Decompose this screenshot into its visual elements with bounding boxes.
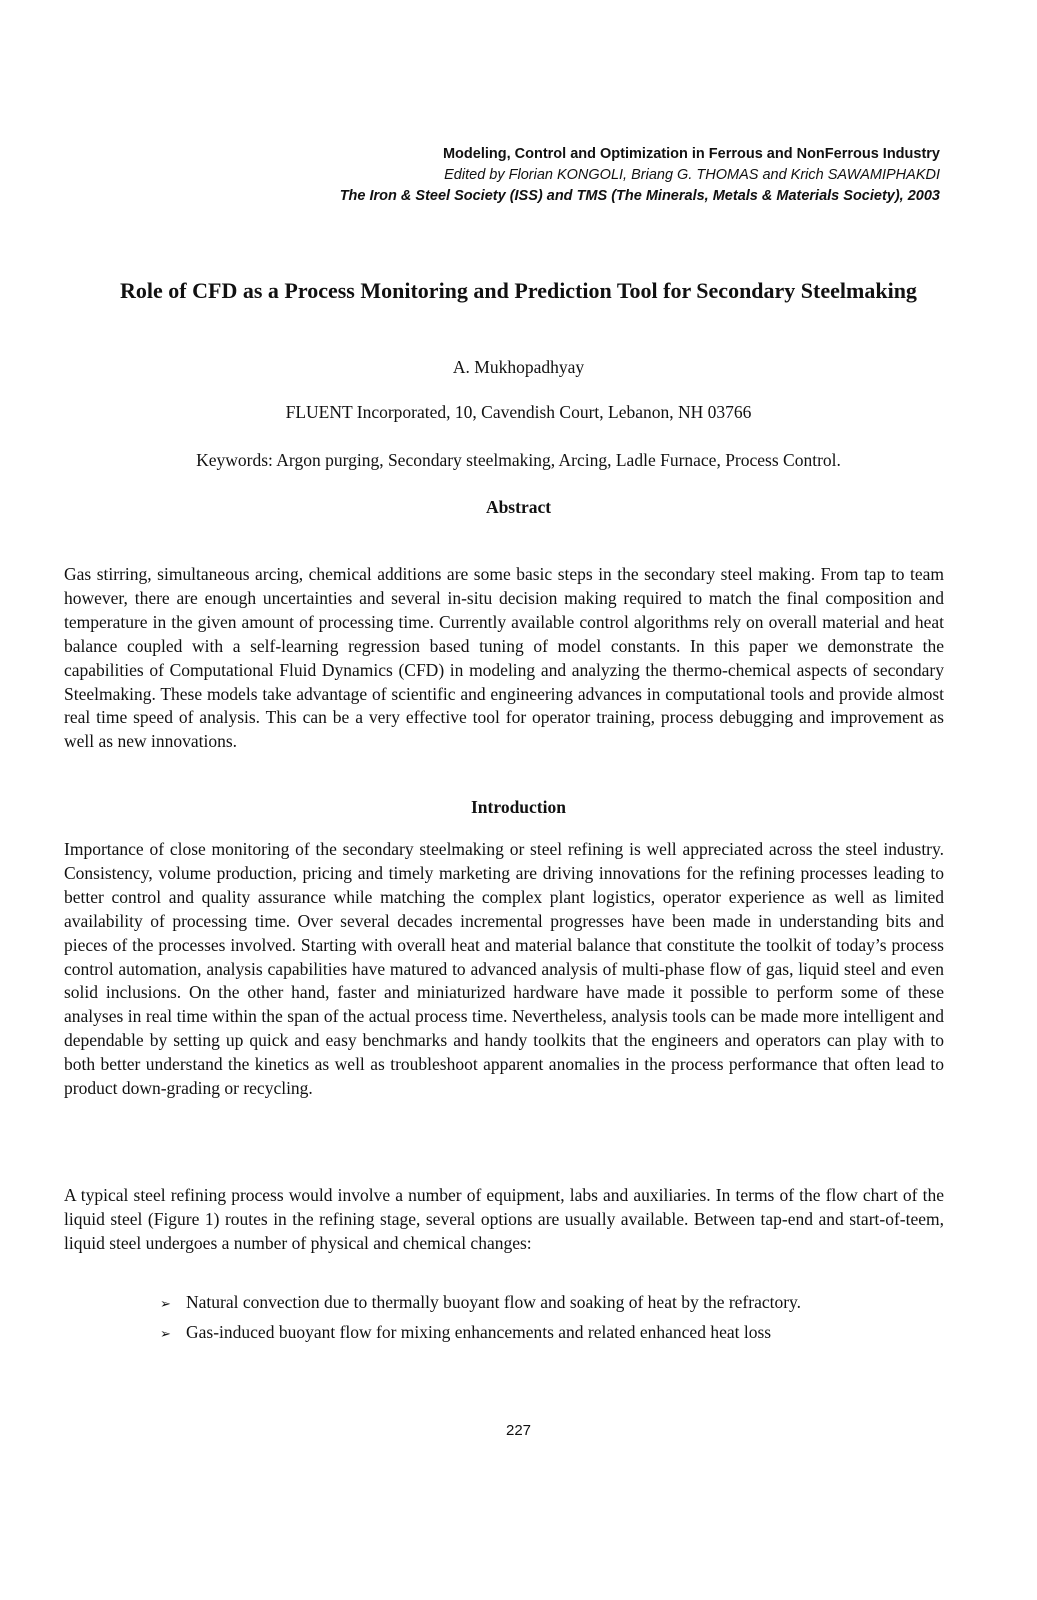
author-affiliation: FLUENT Incorporated, 10, Cavendish Court, Lebanon, NH 03766 <box>285 402 752 422</box>
running-head-editors: Edited by Florian KONGOLI, Briang G. THOMAS and Krich SAWAMIPHAKDI <box>444 167 940 183</box>
running-head-proceedings: Modeling, Control and Optimization in Ferrous and NonFerrous Industry <box>442 146 940 162</box>
author-name: A. Mukhopadhyay <box>452 357 585 377</box>
running-head <box>200 144 940 207</box>
paper-title: Role of CFD as a Process Monitoring and Prediction Tool for Secondary Steelmaking <box>120 278 917 303</box>
arrowhead-bullet-icon: ➢ <box>160 1327 171 1342</box>
introduction-paragraph-2: A typical steel refining process would involve a number of equipment, labs and auxiliaries. In terms of the flow chart of the liquid steel (Figure 1) routes in the refining stage, several options are usually available. Between tap-end and start-of-teem, liquid steel undergoes a number of physical and chemical changes: <box>64 1185 944 1253</box>
running-head-publisher: The Iron & Steel Society (ISS) and TMS (The Minerals, Metals & Materials Society), 2003 <box>339 188 940 204</box>
abstract-heading: Abstract <box>485 497 552 517</box>
list-item <box>160 1292 801 1322</box>
page-number: 227 <box>505 1422 532 1439</box>
keywords-line: Keywords: Argon purging, Secondary steelmaking, Arcing, Ladle Furnace, Process Control. <box>196 450 841 470</box>
bullet-text: Natural convection due to thermally buoyant flow and soaking of heat by the refractory. <box>186 1292 802 1312</box>
changes-bullet-list <box>160 1292 801 1352</box>
list-item <box>160 1322 801 1352</box>
introduction-paragraph-1: Importance of close monitoring of the secondary steelmaking or steel refining is well appreciated across the steel industry. Consistency, volume production, pricing and timely marketing are driving innovations for the refining processes leading to better control and quality assurance while matching the complex plant logistics, operator experience as well as limited availability of processing time. Over several decades incremental progresses have been made in understanding bits and pieces of the processes involved. Starting with overall heat and material balance that constitute the toolkit of today’s process control automation, analysis capabilities have matured to advanced analysis of multi-phase flow of gas, liquid steel and even solid inclusions. On the other hand, faster and miniaturized hardware have made it possible to perform some of these analyses in real time within the span of the actual process time. Nevertheless, analysis tools can be made more intelligent and dependable by setting up quick and easy benchmarks and handy toolkits that the engineers and operators can play with to both better understand the kinetics as well as troubleshoot apparent anomalies in the process performance that often lead to product down-grading or recycling. <box>64 839 944 1099</box>
introduction-heading: Introduction <box>471 797 566 817</box>
arrowhead-bullet-icon: ➢ <box>160 1297 171 1312</box>
bullet-text: Gas-induced buoyant flow for mixing enhancements and related enhanced heat loss <box>186 1322 772 1342</box>
abstract-text: Gas stirring, simultaneous arcing, chemical additions are some basic steps in the secondary steel making. From tap to team however, there are enough uncertainties and several in-situ decision making required to match the final composition and temperature in the given amount of processing time. Currently available control algorithms rely on overall material and heat balance coupled with a self-learning regression based tuning of model constants. In this paper we demonstrate the capabilities of Computational Fluid Dynamics (CFD) in modeling and analyzing the thermo-chemical aspects of secondary Steelmaking. These models take advantage of scientific and engineering advances in computational tools and provide almost real time speed of analysis. This can be a very effective tool for operator training, process debugging and improvement as well as new innovations. <box>64 564 944 752</box>
